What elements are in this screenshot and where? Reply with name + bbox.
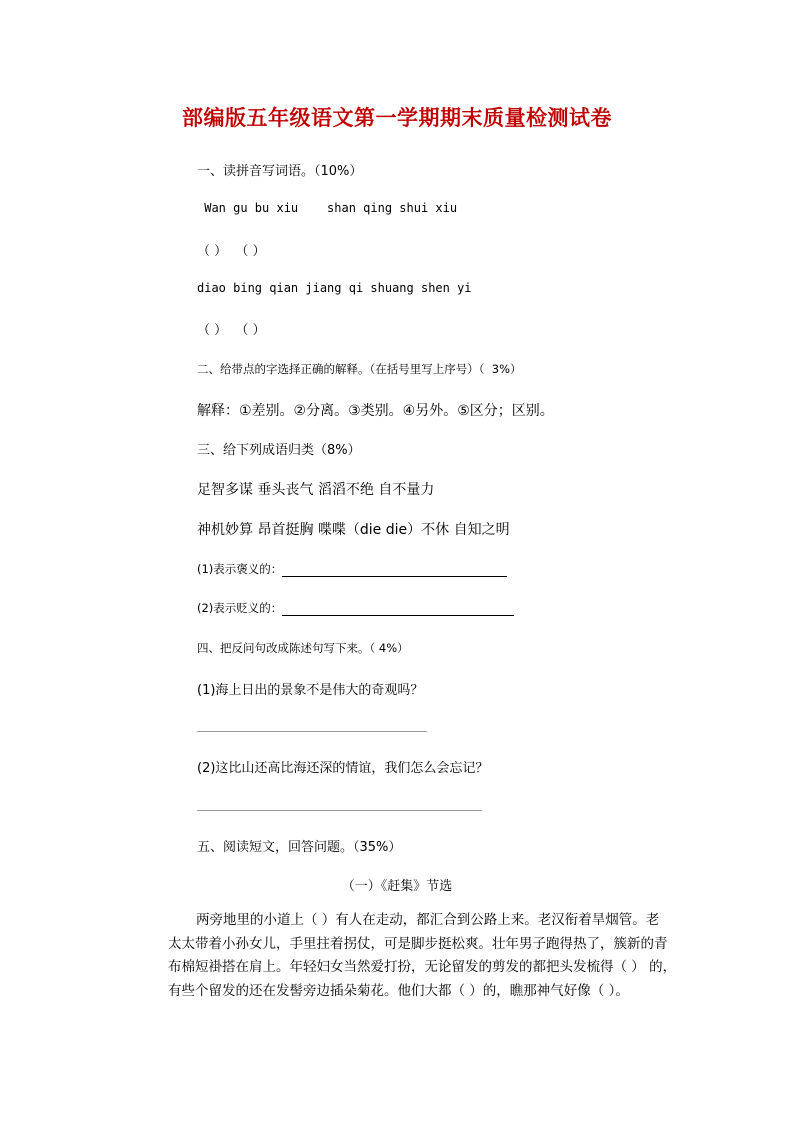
q3-item2-label: (2)表示贬义的： xyxy=(197,601,283,615)
q1-pinyin-row2: diao bing qian jiang qi shuang shen yi xyxy=(197,281,472,295)
q2-heading: 二、给带点的字选择正确的解释。（在括号里写上序号）（ 3%） xyxy=(197,362,522,376)
q3-heading: 三、给下列成语归类（8%） xyxy=(197,443,361,458)
q1-pinyin-row1: Wan gu bu xiu shan qing shui xiu xyxy=(197,201,458,215)
q5-passage-line: 太太带着小孙女儿，手里拄着拐仗，可是脚步挺松爽。壮年男子跑得热了，簇新的青 xyxy=(168,935,668,952)
q1-answer-brackets-row1[interactable]: （ ） （ ） xyxy=(197,244,266,259)
q2-explanation: 解释：①差别。②分离。③类别。④另外。⑤区分；区别。 xyxy=(197,403,554,419)
q5-passage-line: 有些个留发的还在发髻旁边插朵菊花。他们大都（ ）的，瞧那神气好像（ ）。 xyxy=(168,982,629,999)
q4-item2: (2)这比山还高比海还深的情谊，我们怎么会忘记？ xyxy=(197,761,489,776)
q5-passage-line: 布棉短褂搭在肩上。年轻妇女当然爱打扮，无论留发的剪发的都把头发梳得（ ） 的， xyxy=(168,959,677,975)
q1-answer-brackets-row2[interactable]: （ ） （ ） xyxy=(197,323,266,338)
q3-idioms-row1: 足智多谋 垂头丧气 滔滔不绝 自不量力 xyxy=(197,482,435,498)
q4-item1: (1)海上日出的景象不是伟大的奇观吗？ xyxy=(197,683,424,698)
q5-passage xyxy=(168,909,698,1003)
q3-item2-answer-blank[interactable] xyxy=(282,603,514,616)
q5-heading: 五、阅读短文，回答问题。（35%） xyxy=(197,840,402,855)
q1-heading: 一、读拼音写词语。（10%） xyxy=(197,164,363,179)
q3-item1-answer-blank[interactable] xyxy=(282,564,507,577)
q4-item1-answer-line[interactable] xyxy=(197,731,427,732)
q5-passage-line: 两旁地里的小道上（ ）有人在走动，都汇合到公路上来。老汉衔着旱烟管。老 xyxy=(196,912,660,928)
q3-item1-label: (1)表示褒义的： xyxy=(197,562,283,576)
q3-item2 xyxy=(197,600,514,616)
exam-title: 部编版五年级语文第一学期期末质量检测试卷 xyxy=(182,105,612,130)
q4-heading: 四、把反问句改成陈述句写下来。（ 4%） xyxy=(197,641,409,655)
q4-item2-answer-line[interactable] xyxy=(197,810,482,811)
q3-item1 xyxy=(197,561,507,577)
q5-passage-title: （一）《赶集》节选 xyxy=(341,879,453,894)
q3-idioms-row2: 神机妙算 昂首挺胸 喋喋（die die）不休 自知之明 xyxy=(197,522,510,538)
